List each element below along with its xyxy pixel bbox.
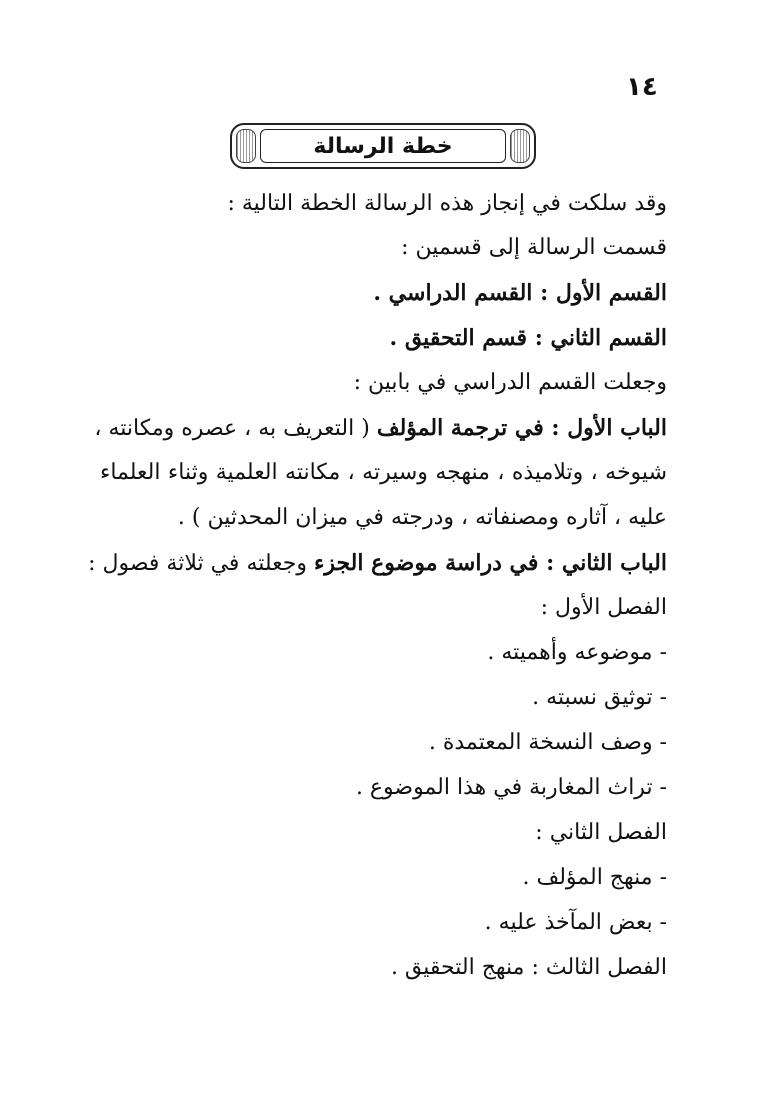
- text-line-8: [178, 496, 667, 540]
- text-line-10: [541, 586, 667, 630]
- line-heading: القسم الأول: [555, 280, 667, 306]
- line-text: الفصل الثالث : منهج التحقيق .: [390, 955, 667, 980]
- text-line-18: [391, 946, 667, 990]
- line-text: وجعلته في ثلاثة فصول :: [88, 551, 314, 576]
- line-text: - وصف النسخة المعتمدة .: [428, 730, 667, 755]
- text-line-1: [227, 182, 667, 226]
- line-text: - تراث المغاربة في هذا الموضوع .: [355, 775, 667, 800]
- text-line-7: [100, 451, 667, 495]
- line-text: - منهج المؤلف .: [522, 865, 667, 890]
- line-text: وجعلت القسم الدراسي في بابين :: [353, 370, 667, 395]
- line-text: عليه ، آثاره ومصنفاته ، ودرجته في ميزان المحدثين ) .: [177, 505, 667, 530]
- line-text: - توثيق نسبته .: [532, 685, 667, 710]
- text-line-3: [373, 271, 667, 315]
- text-line-11: [487, 631, 667, 675]
- text-line-15: [535, 811, 667, 855]
- page-number: ١٤: [626, 72, 658, 102]
- line-text: : قسم التحقيق .: [389, 325, 551, 351]
- line-heading: الباب الأول : في ترجمة المؤلف: [376, 415, 667, 441]
- text-line-6: [94, 406, 667, 450]
- line-text: - موضوعه وأهميته .: [487, 640, 667, 665]
- line-heading: القسم الثاني: [550, 325, 667, 351]
- text-line-16: [522, 856, 667, 900]
- text-line-12: [532, 676, 667, 720]
- text-line-2: [401, 226, 667, 270]
- line-heading: الباب الثاني : في دراسة موضوع الجزء: [314, 550, 667, 576]
- line-text: : القسم الدراسي .: [373, 280, 556, 306]
- line-text: ( التعريف به ، عصره ومكانته ،: [94, 416, 377, 441]
- title-frame: [230, 123, 536, 169]
- line-text: الفصل الأول :: [540, 595, 667, 620]
- line-text: شيوخه ، وتلاميذه ، منهجه وسيرته ، مكانته العلمية وثناء العلماء: [100, 460, 667, 485]
- line-text: - بعض المآخذ عليه .: [484, 910, 667, 935]
- line-text: وقد سلكت في إنجاز هذه الرسالة الخطة التالية :: [227, 191, 667, 216]
- text-line-5: [354, 361, 667, 405]
- section-title: خطة الرسالة: [313, 133, 453, 159]
- text-line-4: [390, 316, 667, 360]
- line-text: الفصل الثاني :: [535, 820, 667, 845]
- text-line-13: [429, 721, 667, 765]
- line-text: قسمت الرسالة إلى قسمين :: [401, 235, 667, 260]
- text-line-17: [485, 901, 667, 945]
- text-line-9: [88, 541, 667, 585]
- text-line-14: [356, 766, 667, 810]
